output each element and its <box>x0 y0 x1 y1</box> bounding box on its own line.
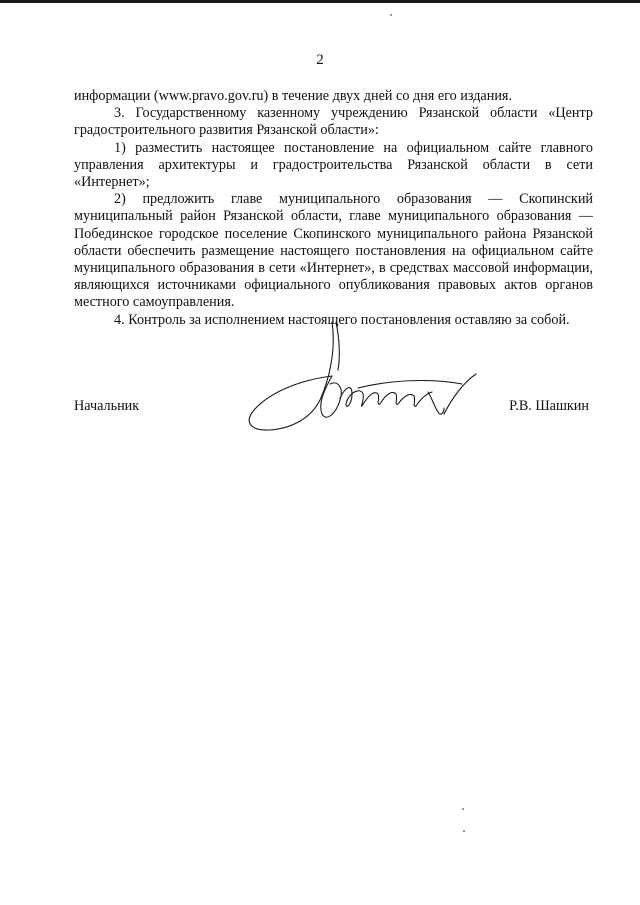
page-top-border <box>0 0 640 3</box>
signatory-title: Начальник <box>74 398 140 414</box>
scan-speck <box>462 808 464 810</box>
signature-block <box>74 398 593 418</box>
signatory-name: Р.В. Шашкин <box>509 398 589 414</box>
paragraph-item-3-2: 2) предложить главе муниципального образования — Скопинский муниципальный район Рязанской области, главе муниципального образования — Побединское городское поселение Скопинского муниципального района Рязанской области обеспечить размещение настоящего постановления на официальном сайте муниципального образования в сети «Интернет», в средствах массовой информации, являющихся источниками официального опубликования правовых актов органов местного самоуправления. <box>74 191 593 311</box>
scan-speck <box>390 14 392 16</box>
paragraph-item-3: 3. Государственному казенному учреждению Рязанской области «Центр градостроительного развития Рязанской области»: <box>74 105 593 139</box>
paragraph-item-3-1: 1) разместить настоящее постановление на официальном сайте главного управления архитектуры и градостроительства Рязанской области в сети «Интернет»; <box>74 139 593 191</box>
paragraph-publication-tail: информации (www.pravo.gov.ru) в течение двух дней со дня его издания. <box>74 88 512 104</box>
scan-speck <box>463 830 465 832</box>
handwritten-signature <box>240 318 490 438</box>
document-body <box>74 88 593 329</box>
paragraph-item-4: 4. Контроль за исполнением настоящего постановления оставляю за собой. <box>114 311 570 328</box>
page-number: 2 <box>316 52 324 68</box>
